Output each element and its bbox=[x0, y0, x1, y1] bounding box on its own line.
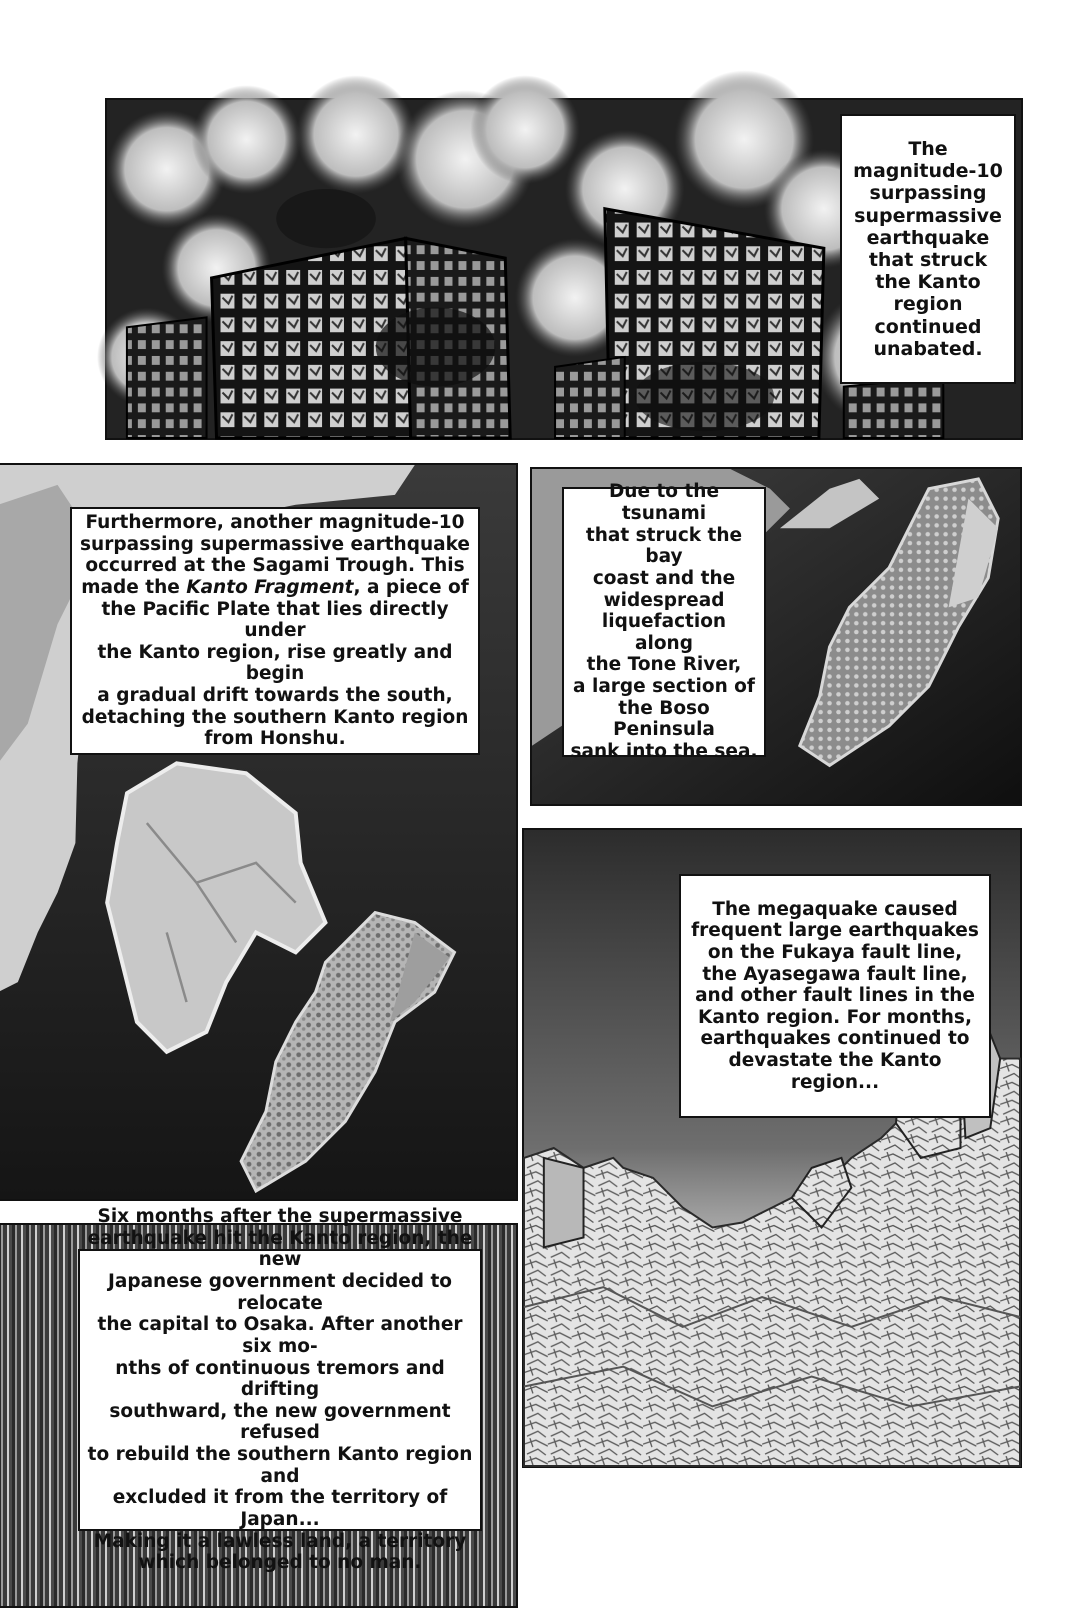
caption-line: excluded it from the territory of Japan... bbox=[112, 1487, 448, 1531]
caption-line: liquefaction along bbox=[601, 611, 727, 654]
caption-line-fukaya bbox=[687, 942, 983, 964]
caption-line: region bbox=[893, 293, 963, 316]
caption-line-fukaya-emphasis: Fukaya fault line bbox=[781, 941, 956, 963]
caption-line: continued bbox=[874, 315, 982, 338]
caption-line: the Tone River, bbox=[586, 654, 742, 676]
caption-line: surpassing supermassive earthquake bbox=[80, 533, 470, 555]
panel-burning-city bbox=[105, 98, 1023, 440]
caption-line-kanto-fragment-pre: made the bbox=[81, 576, 187, 598]
caption-line: Making it a lawless land, a territory bbox=[93, 1530, 467, 1552]
caption-line: earthquake hit the Kanto region, the new bbox=[87, 1227, 473, 1271]
caption-line: to rebuild the southern Kanto region and bbox=[87, 1444, 473, 1487]
caption-line: widespread bbox=[603, 589, 725, 611]
caption-line-fukaya-post: , bbox=[955, 941, 963, 963]
caption-line: surpassing bbox=[869, 182, 987, 205]
caption-line: earthquakes continued to bbox=[700, 1028, 970, 1050]
caption-line: the Kanto region, rise greatly and begin bbox=[97, 641, 453, 685]
caption-line: the Boso Peninsula bbox=[613, 697, 715, 741]
caption-line: Japanese government decided to relocate bbox=[107, 1270, 453, 1314]
panel-kanto-fragment-map bbox=[0, 463, 518, 1201]
caption-line: unabated. bbox=[873, 337, 983, 360]
caption-line: southward, the new government refused bbox=[109, 1400, 451, 1444]
caption-line: Furthermore, another magnitude-10 bbox=[85, 511, 465, 533]
caption-line: Six months after the supermassive bbox=[97, 1206, 463, 1228]
caption-line: magnitude-10 bbox=[853, 160, 1003, 183]
caption-box-relocation bbox=[78, 1206, 482, 1574]
panel-six-months-later bbox=[0, 1206, 518, 1608]
caption-box-megaquake bbox=[679, 874, 991, 1118]
caption-line: which belonged to no man. bbox=[138, 1552, 422, 1574]
caption-line: a large section of bbox=[573, 676, 755, 698]
caption-line: a gradual drift towards the south, bbox=[97, 685, 453, 707]
caption-line: Due to the tsunami bbox=[608, 481, 720, 524]
caption-line-ayasegawa bbox=[687, 964, 983, 986]
caption-line: the capital to Osaka. After another six mo- bbox=[97, 1314, 463, 1357]
caption-line-kanto-fragment bbox=[78, 577, 472, 599]
caption-line: The megaquake caused bbox=[712, 898, 958, 920]
caption-line: supermassive bbox=[854, 204, 1002, 227]
caption-box-kanto-fragment bbox=[70, 507, 480, 755]
caption-line-ayasegawa-post: , bbox=[960, 963, 968, 985]
caption-line: and other fault lines in the bbox=[695, 985, 975, 1007]
panel-ruined-city bbox=[522, 828, 1022, 1468]
caption-line-ayasegawa-emphasis: Ayasegawa fault line bbox=[743, 963, 961, 985]
caption-line: devastate the Kanto region... bbox=[728, 1050, 942, 1093]
caption-line: Kanto region. For months, bbox=[698, 1006, 972, 1028]
caption-box-tsunami bbox=[562, 481, 766, 763]
caption-box-earthquake bbox=[840, 114, 1016, 384]
caption-line: that struck the bay bbox=[585, 524, 743, 568]
caption-line: the Pacific Plate that lies directly under bbox=[101, 598, 449, 642]
caption-line-kanto-fragment-post: , a piece of bbox=[353, 576, 469, 598]
caption-line-fukaya-pre: on the bbox=[707, 941, 782, 963]
caption-line: occurred at the Sagami Trough. This bbox=[85, 555, 465, 577]
panel-boso-peninsula bbox=[530, 467, 1022, 806]
caption-line: sank into the sea. bbox=[570, 741, 758, 763]
caption-line-kanto-fragment-emphasis: Kanto Fragment bbox=[186, 576, 354, 598]
caption-line: from Honshu. bbox=[204, 728, 346, 750]
caption-line: nths of continuous tremors and drifting bbox=[115, 1357, 445, 1401]
caption-line: detaching the southern Kanto region bbox=[81, 706, 469, 728]
caption-line: coast and the bbox=[592, 567, 736, 589]
caption-line: frequent large earthquakes bbox=[691, 920, 979, 942]
caption-line-ayasegawa-pre: the bbox=[702, 963, 744, 985]
caption-line: the Kanto bbox=[875, 271, 981, 294]
caption-line: earthquake bbox=[866, 226, 990, 249]
caption-line: The bbox=[908, 137, 948, 160]
caption-line: that struck bbox=[868, 249, 988, 271]
